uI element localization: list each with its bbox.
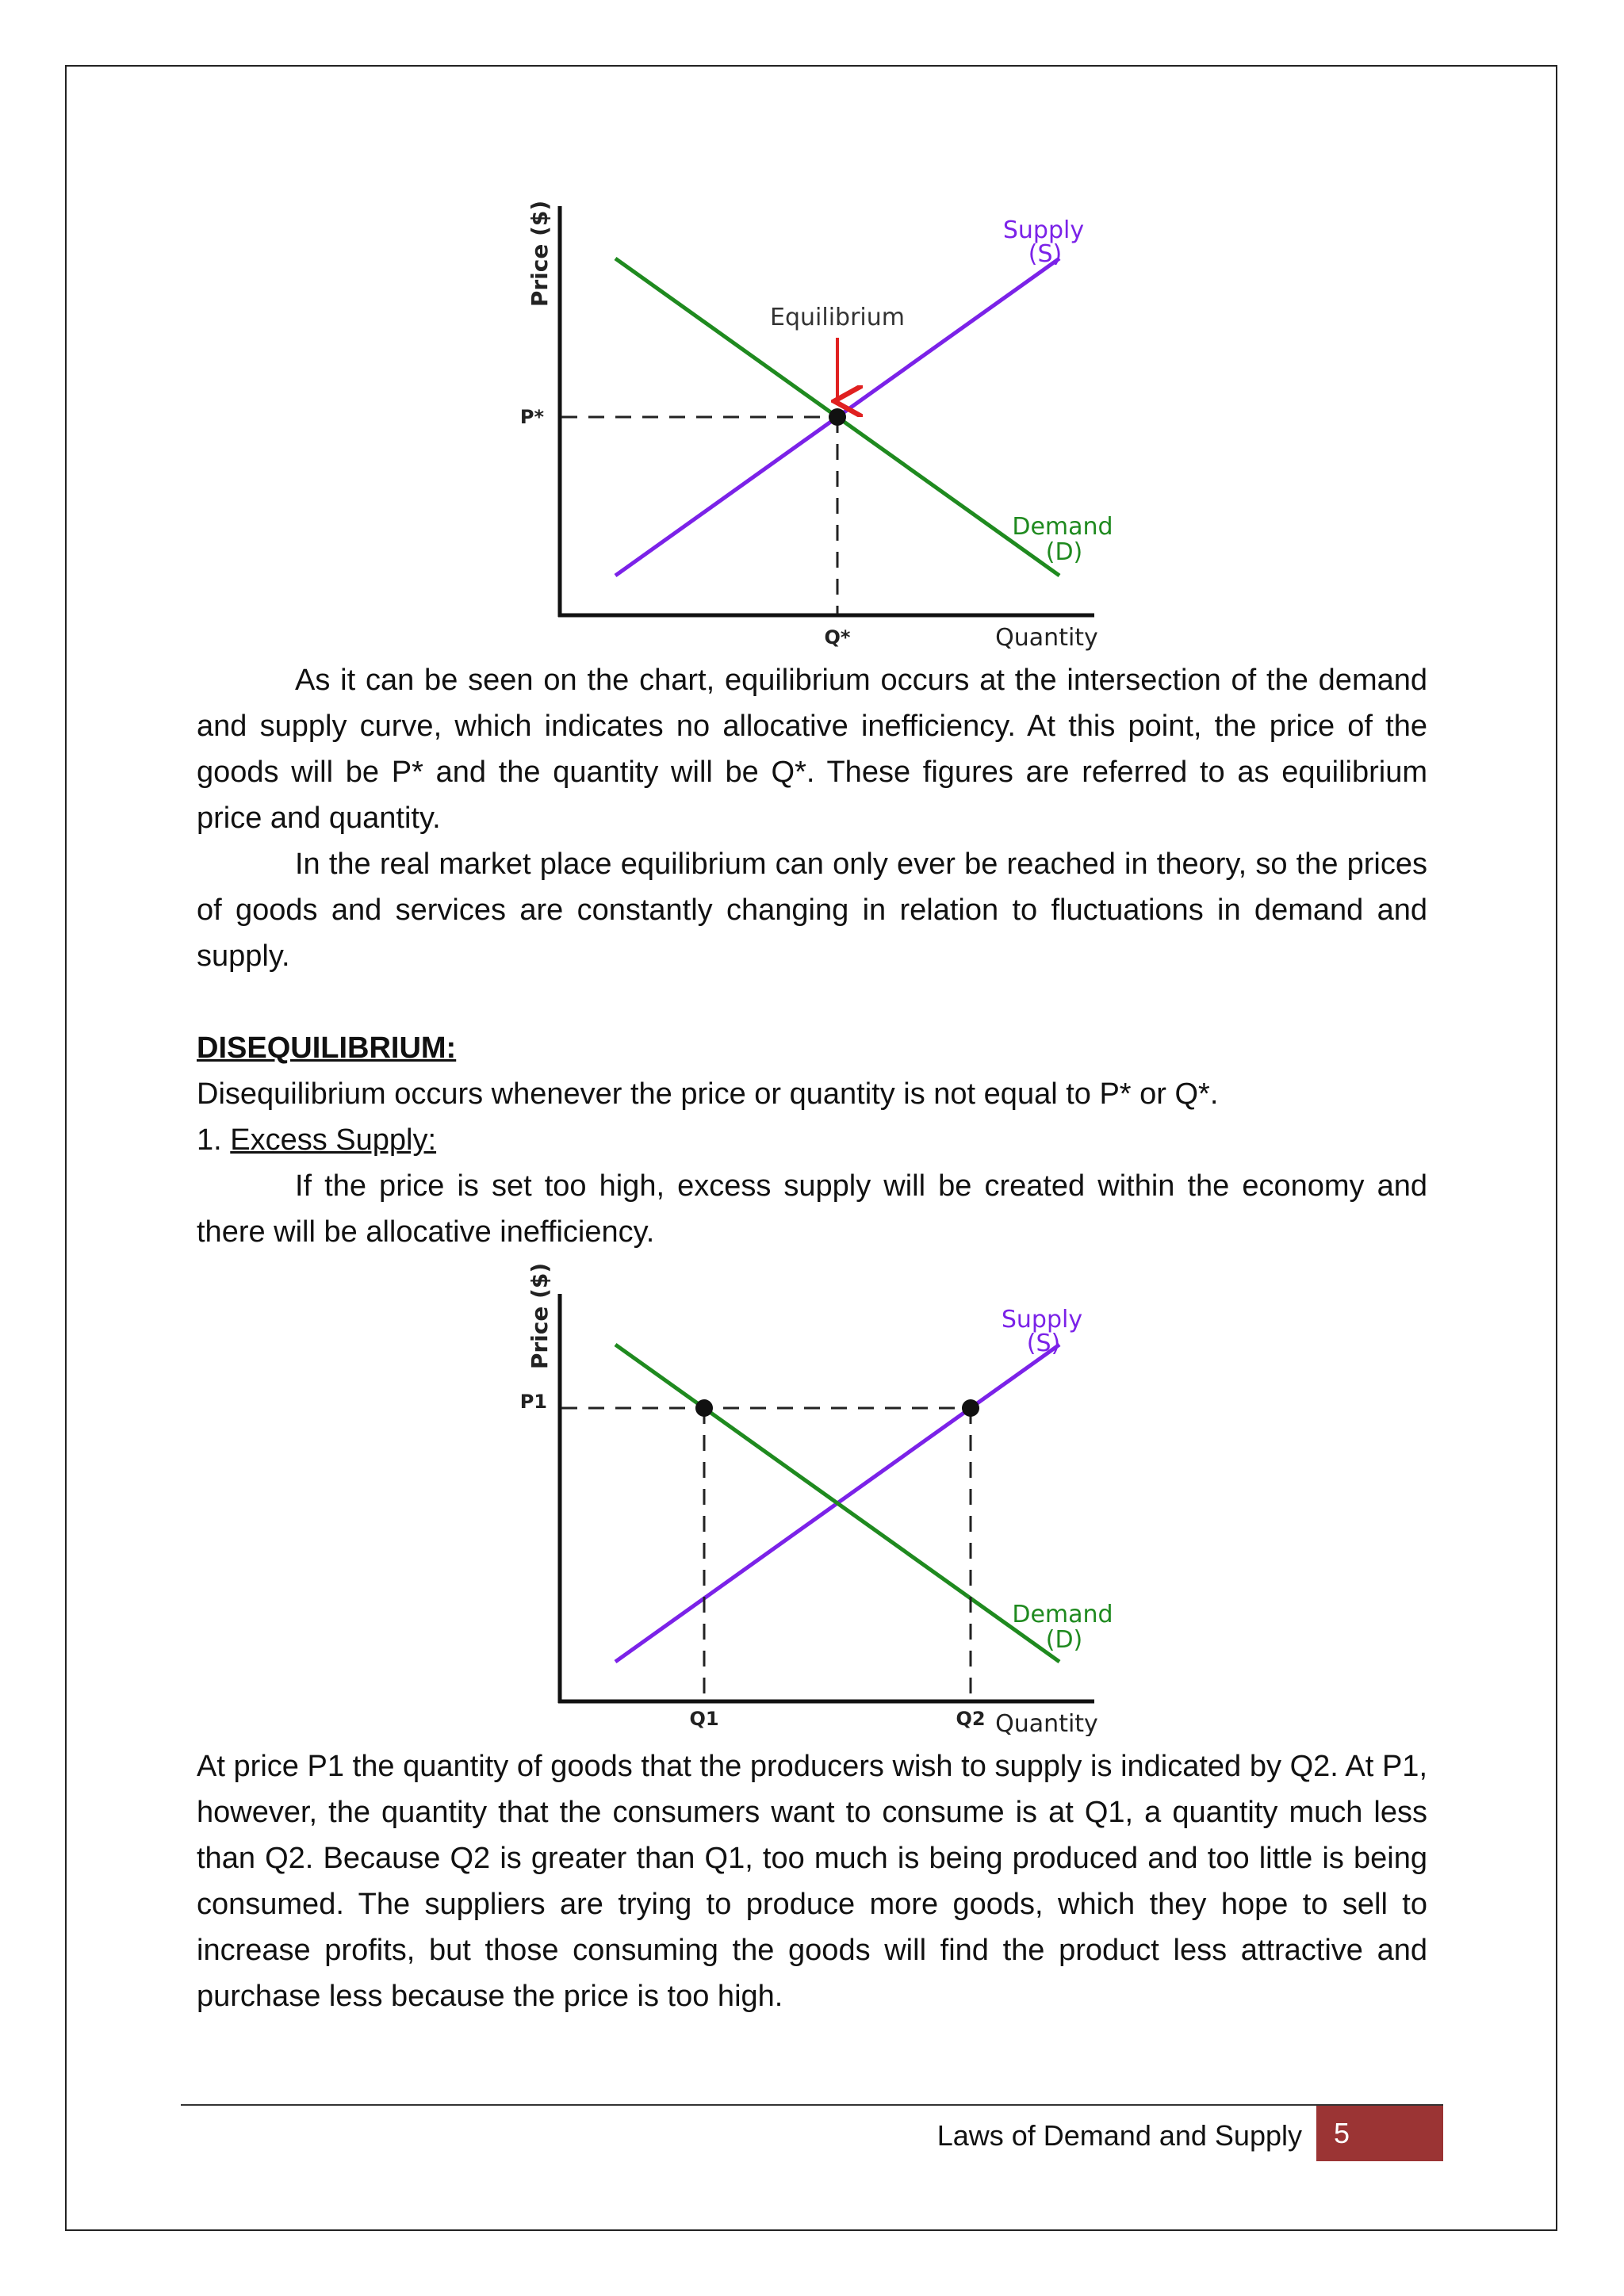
- equilibrium-chart: [508, 190, 1126, 658]
- excess-supply-chart: [508, 1261, 1126, 1736]
- supply-label: Supply: [1002, 216, 1085, 244]
- demand-sublabel: (D): [1045, 1626, 1083, 1654]
- footer-title: Laws of Demand and Supply: [936, 2119, 1302, 2152]
- paragraph-real-market: In the real market place equilibrium can only ever be reached in theory, so the prices of goods and services are constantly changing in relation to fluctuations in demand and supply.: [197, 848, 1427, 973]
- x-axis-label: Quantity: [995, 624, 1098, 652]
- equilibrium-annotation: Equilibrium: [770, 304, 905, 331]
- equilibrium-point: [829, 408, 846, 426]
- price-tick-label: P1: [519, 1391, 547, 1413]
- y-axis-label: Price ($): [527, 1262, 553, 1370]
- supply-label: Supply: [1001, 1306, 1083, 1334]
- section-heading: DISEQUILIBRIUM:: [197, 1031, 457, 1065]
- demand-label: Demand: [1012, 1601, 1113, 1628]
- y-axis-label: Price ($): [527, 200, 553, 308]
- demand-label: Demand: [1012, 513, 1113, 541]
- list-item-number: 1.: [197, 1123, 222, 1157]
- q2-point: [962, 1399, 979, 1417]
- q1-point: [695, 1399, 713, 1417]
- supply-sublabel: (S): [1026, 1330, 1061, 1357]
- quantity-tick-label: Q*: [824, 626, 851, 649]
- price-tick-label: P*: [519, 406, 544, 428]
- supply-sublabel: (S): [1028, 240, 1063, 268]
- footer-rule: [181, 2104, 1443, 2106]
- paragraph-analysis: At price P1 the quantity of goods that the producers wish to supply is indicated by Q2. At P1, however, the quantity that the consumers want to consume is at Q1, a quantity much less than Q2. Because Q2 is greater than Q1, too much is being produced and too little is being consumed. The suppliers are trying to produce more goods, which they hope to sell to increase profits, but those consuming the goods will find the product less attractive and purchase less because the price is too high.: [197, 1750, 1427, 2013]
- list-item-excess-supply: [197, 1117, 436, 1163]
- page-number: 5: [1316, 2106, 1443, 2161]
- q1-tick-label: Q1: [689, 1708, 719, 1730]
- list-item-title: Excess Supply:: [230, 1123, 437, 1157]
- demand-sublabel: (D): [1045, 538, 1083, 566]
- paragraph-excess-supply: If the price is set too high, excess supply will be created within the economy and there will be allocative inefficiency.: [197, 1169, 1427, 1249]
- paragraph-equilibrium: As it can be seen on the chart, equilibrium occurs at the intersection of the demand and supply curve, which indicates no allocative inefficiency. At this point, the price of the goods will be P* and the quantity will be Q*. These figures are referred to as equilibrium price and quantity.: [197, 664, 1427, 835]
- q2-tick-label: Q2: [956, 1708, 986, 1730]
- x-axis-label: Quantity: [995, 1710, 1098, 1736]
- definition-line: Disequilibrium occurs whenever the price or quantity is not equal to P* or Q*.: [197, 1077, 1219, 1111]
